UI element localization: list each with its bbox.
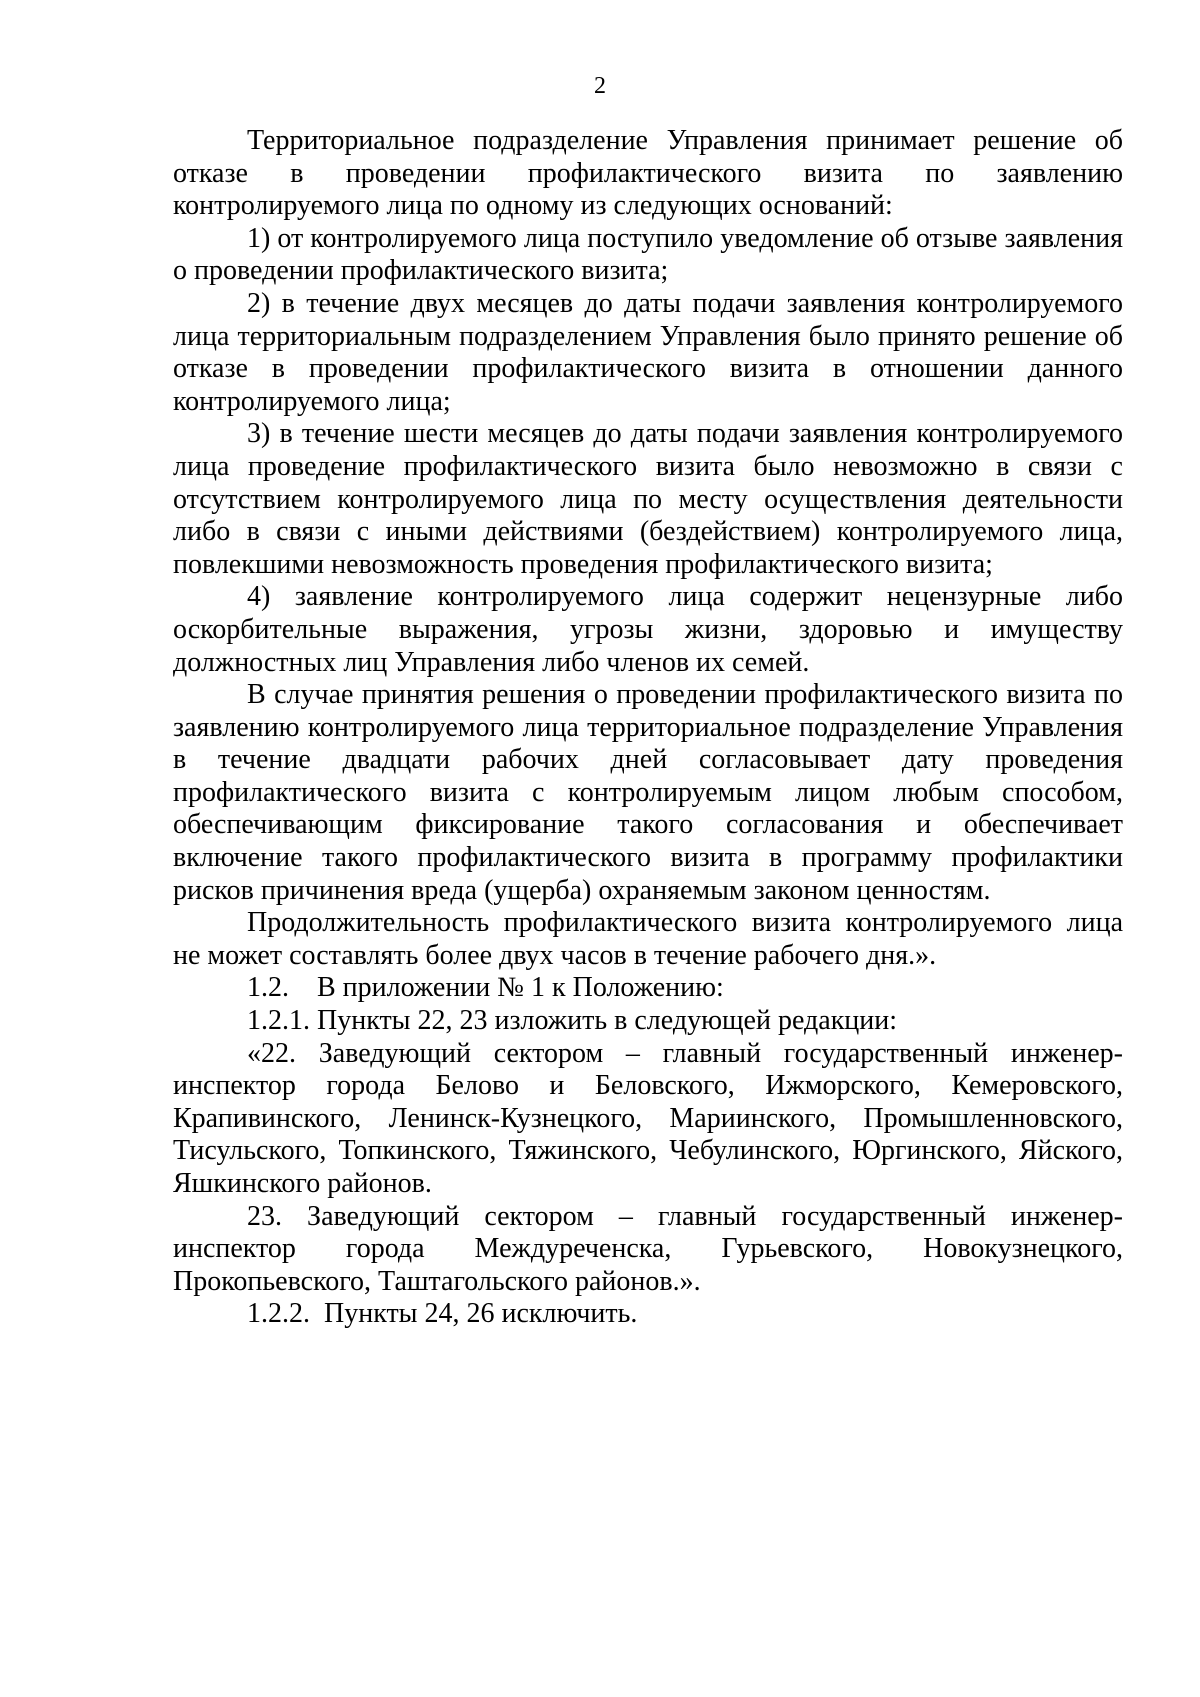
page-number: 2 — [594, 73, 606, 99]
document-body — [173, 125, 1123, 1331]
paragraph-refusal-grounds: Территориальное подразделение Управления принимает решение об отказе в проведении профилактического визита по заявлению контролируемого лица по одному из следующих оснований: — [173, 125, 1123, 222]
paragraph-ground-3: 3) в течение шести месяцев до даты подачи заявления контролируемого лица проведение профилактического визита было невозможно в связи с отсутствием контролируемого лица по месту осуществления деятельности либо в связи с иными действиями (бездействием) контролируемого лица, повлекшими невозможность проведения профилактического визита; — [173, 418, 1123, 580]
paragraph-item-1-2-1: 1.2.1. Пункты 22, 23 изложить в следующей редакции: — [247, 1005, 898, 1037]
paragraph-visit-duration: Продолжительность профилактического визита контролируемого лица не может составлять более двух часов в течение рабочего дня.». — [173, 907, 1123, 971]
paragraph-item-22: «22. Заведующий сектором – главный государственный инженер-инспектор города Белово и Беловского, Ижморского, Кемеровского, Крапивинского, Ленинск-Кузнецкого, Мариинского, Промышленновского, Тисульского, Топкинского, Тяжинского, Чебулинского, Юргинского, Яйского, Яшкинского районов. — [173, 1037, 1123, 1199]
paragraph-item-1-2: 1.2. В приложении № 1 к Положению: — [247, 972, 724, 1004]
paragraph-visit-approval: В случае принятия решения о проведении профилактического визита по заявлению контролируемого лица территориальное подразделение Управления в течение двадцати рабочих дней согласовывает дату проведения профилактического визита с контролируемым лицом любым способом, обеспечивающим фиксирование такого согласования и обеспечивает включение такого профилактического визита в программу профилактики рисков причинения вреда (ущерба) охраняемым законом ценностям. — [173, 679, 1123, 906]
paragraph-ground-2: 2) в течение двух месяцев до даты подачи заявления контролируемого лица территориальным подразделением Управления было принято решение об отказе в проведении профилактического визита в отношении данного контролируемого лица; — [173, 287, 1123, 417]
paragraph-item-1-2-2: 1.2.2. Пункты 24, 26 исключить. — [247, 1298, 638, 1330]
paragraph-ground-1: 1) от контролируемого лица поступило уведомление об отзыве заявления о проведении профилактического визита; — [173, 222, 1123, 287]
paragraph-ground-4: 4) заявление контролируемого лица содержит нецензурные либо оскорбительные выражения, угрозы жизни, здоровью и имуществу должностных лиц Управления либо членов их семей. — [173, 581, 1123, 678]
paragraph-item-23: 23. Заведующий сектором – главный государственный инженер-инспектор города Междуреченска, Гурьевского, Новокузнецкого, Прокопьевского, Таштагольского районов.». — [173, 1200, 1123, 1297]
